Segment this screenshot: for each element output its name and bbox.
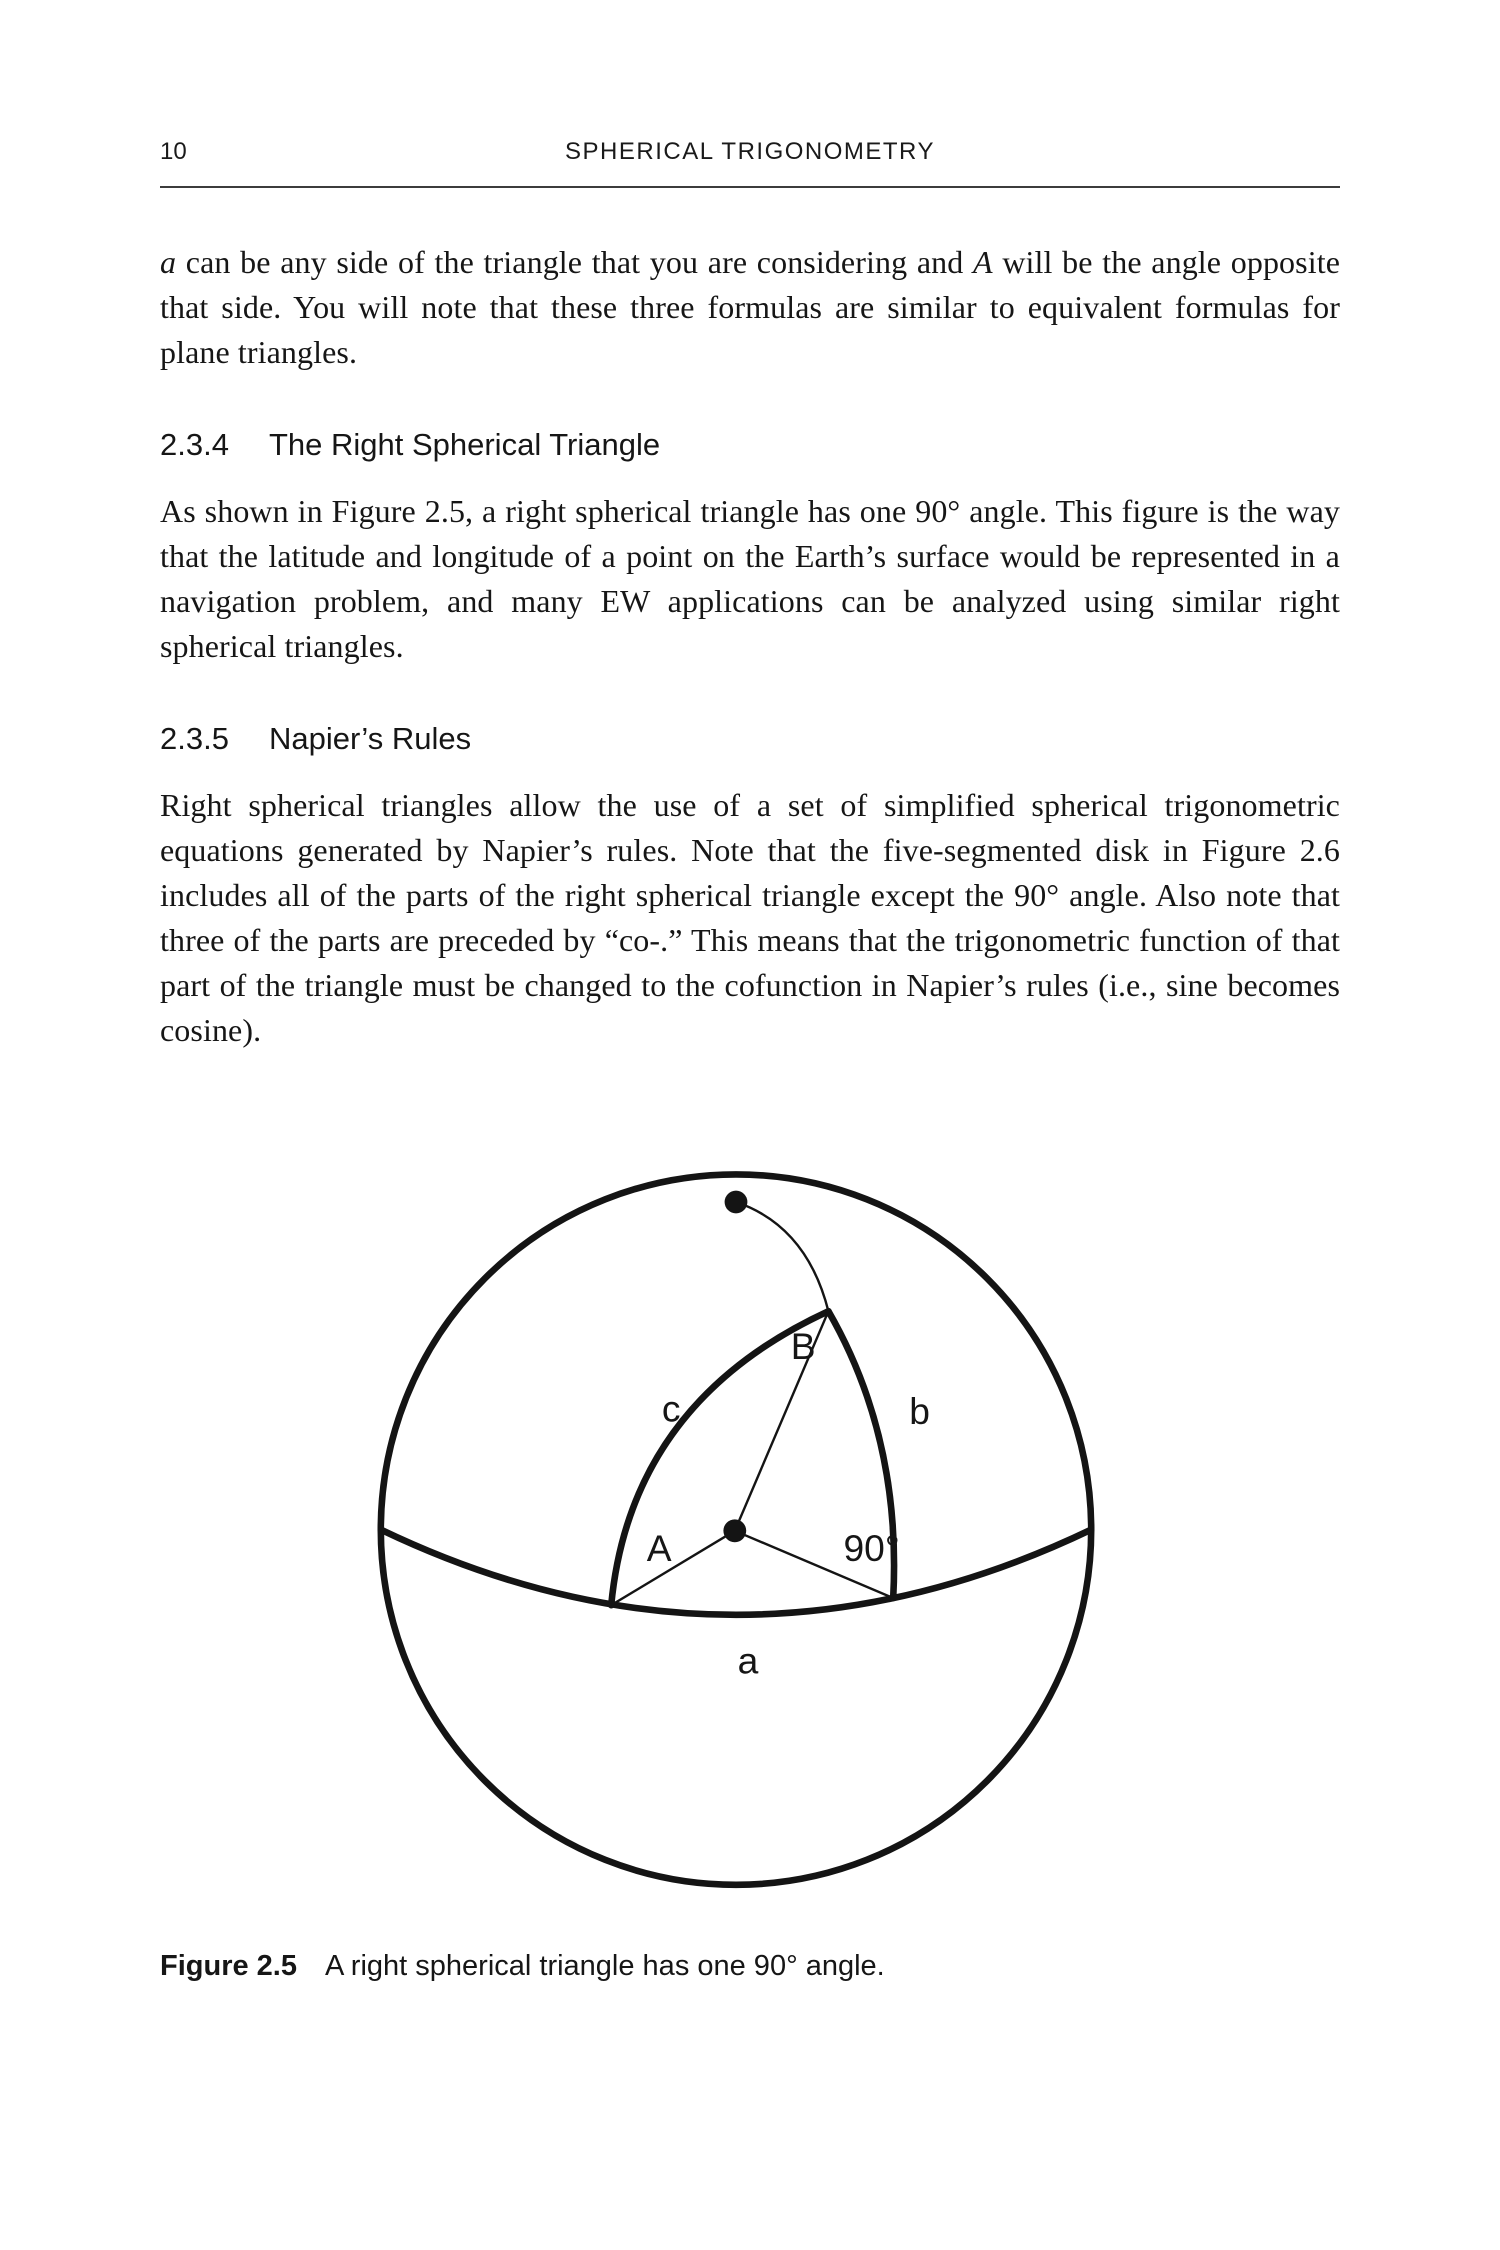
figure-2-5-diagram	[256, 1148, 1216, 1916]
pole-dot	[725, 1191, 748, 1214]
label-vertex-B: B	[790, 1325, 816, 1368]
running-head-title: SPHERICAL TRIGONOMETRY	[565, 138, 935, 165]
pole-arc	[736, 1202, 828, 1311]
section-2-3-4-paragraph: As shown in Figure 2.5, a right spherical triangle has one 90° angle. This figure is the way that the latitude and longitude of a point on the Earth’s surface would be represented in a navigation problem, and many EW applications can be analyzed using similar right spherical triangles.	[160, 493, 1340, 664]
intro-paragraph: a can be any side of the triangle that you are considering and A will be the angle opposite that side. You will note that these three formulas are similar to equivalent formulas for plane triangles.	[160, 244, 1340, 370]
label-vertex-A: A	[646, 1526, 672, 1569]
figure-caption	[160, 1950, 1340, 1983]
section-2-3-5-paragraph: Right spherical triangles allow the use of a set of simplified spherical trigonometric equations generated by Napier’s rules. Note that the five-segmented disk in Figure 2.6 includes all of the parts of the right spherical triangle except the 90° angle. Also note that three of the parts are preceded by “co-.” This means that the trigonometric function of that part of the triangle must be changed to the cofunction in Napier’s rules (i.e., sine becomes cosine).	[160, 787, 1340, 1048]
center-dot	[723, 1519, 746, 1542]
figure-caption-label: Figure 2.5	[160, 1950, 297, 1982]
label-side-c: c	[661, 1387, 681, 1430]
section-title: The Right Spherical Triangle	[268, 427, 661, 462]
running-header	[160, 138, 1340, 188]
figure-2-5	[160, 1148, 1340, 1983]
section-number: 2.3.5	[160, 721, 229, 756]
section-heading-2-3-5	[160, 721, 1340, 757]
radius-to-a-vertex	[611, 1531, 735, 1605]
section-number: 2.3.4	[160, 427, 229, 462]
label-right-angle: 90°	[843, 1526, 900, 1569]
page-number: 10	[160, 138, 187, 165]
section-title: Napier’s Rules	[268, 721, 472, 756]
label-side-a: a	[737, 1639, 759, 1682]
equator-arc	[381, 1530, 1091, 1615]
figure-caption-text: A right spherical triangle has one 90° angle.	[325, 1950, 885, 1982]
section-heading-2-3-4	[160, 427, 1340, 463]
label-side-b: b	[909, 1390, 930, 1432]
